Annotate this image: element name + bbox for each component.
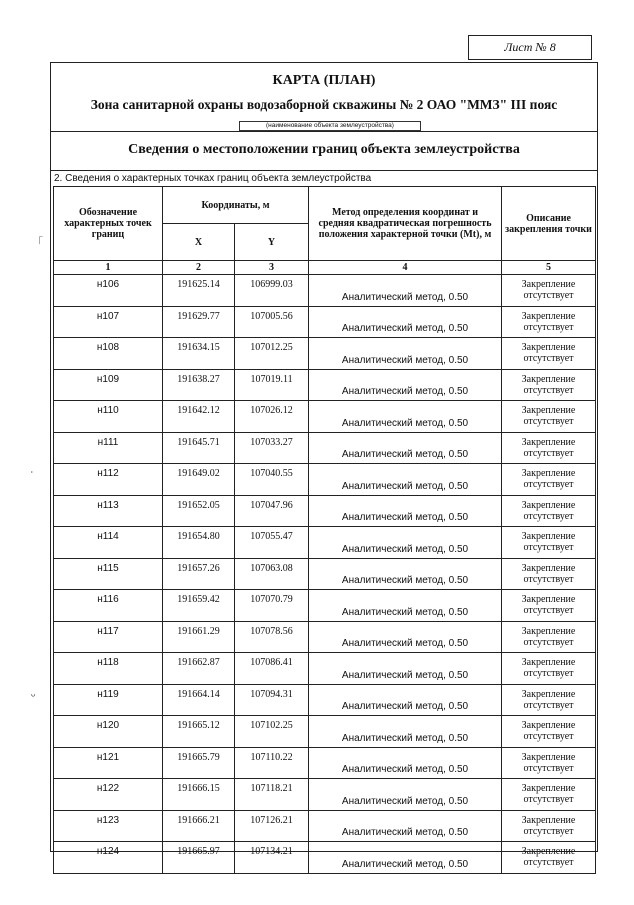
x-cell: 191649.02 — [163, 464, 235, 496]
header-x: X — [163, 224, 235, 261]
x-cell: 191665.97 — [163, 842, 235, 874]
method-cell: Аналитический метод, 0.50 — [309, 369, 502, 401]
table-row — [54, 558, 596, 590]
margin-mark-3: ᵕ — [31, 690, 36, 702]
document-frame — [50, 62, 598, 870]
point-cell: н107 — [54, 306, 163, 338]
y-cell: 107126.21 — [235, 810, 309, 842]
method-cell: Аналитический метод, 0.50 — [309, 527, 502, 559]
sheet-number: Лист № 8 — [504, 40, 556, 54]
method-cell: Аналитический метод, 0.50 — [309, 495, 502, 527]
page-title: КАРТА (ПЛАН) — [272, 73, 376, 88]
table-row — [54, 401, 596, 433]
col-number: 4 — [309, 261, 502, 275]
point-cell: н123 — [54, 810, 163, 842]
table-row — [54, 653, 596, 685]
y-cell: 107102.25 — [235, 716, 309, 748]
method-cell: Аналитический метод, 0.50 — [309, 747, 502, 779]
x-cell: 191664.14 — [163, 684, 235, 716]
header-desc: Описание закрепления точки — [502, 187, 596, 261]
method-cell: Аналитический метод, 0.50 — [309, 590, 502, 622]
divider — [51, 170, 597, 171]
point-cell: н113 — [54, 495, 163, 527]
point-cell: н106 — [54, 275, 163, 307]
table-row — [54, 338, 596, 370]
x-cell: 191625.14 — [163, 275, 235, 307]
y-cell: 107118.21 — [235, 779, 309, 811]
method-cell: Аналитический метод, 0.50 — [309, 306, 502, 338]
table-row — [54, 432, 596, 464]
x-cell: 191634.15 — [163, 338, 235, 370]
sheet-number-box — [468, 35, 592, 60]
y-cell: 107070.79 — [235, 590, 309, 622]
x-cell: 191662.87 — [163, 653, 235, 685]
desc-cell: Закрепление отсутствует — [502, 306, 596, 338]
desc-cell: Закрепление отсутствует — [502, 495, 596, 527]
desc-cell: Закрепление отсутствует — [502, 401, 596, 433]
method-cell: Аналитический метод, 0.50 — [309, 779, 502, 811]
x-cell: 191652.05 — [163, 495, 235, 527]
x-cell: 191666.21 — [163, 810, 235, 842]
y-cell: 107110.22 — [235, 747, 309, 779]
table-row — [54, 590, 596, 622]
point-cell: н118 — [54, 653, 163, 685]
table-row — [54, 842, 596, 874]
y-cell: 107094.31 — [235, 684, 309, 716]
x-cell: 191654.80 — [163, 527, 235, 559]
point-cell: н109 — [54, 369, 163, 401]
coordinates-table — [53, 186, 596, 874]
desc-cell: Закрепление отсутствует — [502, 747, 596, 779]
table-row — [54, 464, 596, 496]
y-cell: 107040.55 — [235, 464, 309, 496]
col-number: 1 — [54, 261, 163, 275]
point-cell: н122 — [54, 779, 163, 811]
desc-cell: Закрепление отсутствует — [502, 684, 596, 716]
method-cell: Аналитический метод, 0.50 — [309, 338, 502, 370]
page-subtitle: Зона санитарной охраны водозаборной скважины № 2 ОАО "ММЗ" III пояс — [90, 97, 558, 112]
y-cell: 107005.56 — [235, 306, 309, 338]
method-cell: Аналитический метод, 0.50 — [309, 842, 502, 874]
point-cell: н108 — [54, 338, 163, 370]
method-cell: Аналитический метод, 0.50 — [309, 653, 502, 685]
table-row — [54, 621, 596, 653]
desc-cell: Закрепление отсутствует — [502, 590, 596, 622]
method-cell: Аналитический метод, 0.50 — [309, 275, 502, 307]
y-cell: 107033.27 — [235, 432, 309, 464]
x-cell: 191629.77 — [163, 306, 235, 338]
x-cell: 191665.12 — [163, 716, 235, 748]
table-row — [54, 684, 596, 716]
y-cell: 107026.12 — [235, 401, 309, 433]
x-cell: 191642.12 — [163, 401, 235, 433]
y-cell: 107086.41 — [235, 653, 309, 685]
table-row — [54, 527, 596, 559]
header-y: Y — [235, 224, 309, 261]
method-cell: Аналитический метод, 0.50 — [309, 716, 502, 748]
table-row — [54, 716, 596, 748]
y-cell: 106999.03 — [235, 275, 309, 307]
table-row — [54, 779, 596, 811]
desc-cell: Закрепление отсутствует — [502, 621, 596, 653]
desc-cell: Закрепление отсутствует — [502, 527, 596, 559]
margin-mark-2: ʾ — [30, 470, 34, 482]
x-cell: 191666.15 — [163, 779, 235, 811]
y-cell: 107134.21 — [235, 842, 309, 874]
desc-cell: Закрепление отсутствует — [502, 275, 596, 307]
desc-cell: Закрепление отсутствует — [502, 432, 596, 464]
desc-cell: Закрепление отсутствует — [502, 369, 596, 401]
y-cell: 107019.11 — [235, 369, 309, 401]
method-cell: Аналитический метод, 0.50 — [309, 684, 502, 716]
x-cell: 191661.29 — [163, 621, 235, 653]
point-cell: н121 — [54, 747, 163, 779]
col-number: 5 — [502, 261, 596, 275]
margin-mark-1: 「 — [32, 237, 43, 249]
desc-cell: Закрепление отсутствует — [502, 464, 596, 496]
desc-cell: Закрепление отсутствует — [502, 779, 596, 811]
point-cell: н111 — [54, 432, 163, 464]
section-title: Сведения о местоположении границ объекта землеустройства — [128, 142, 520, 157]
table-row — [54, 275, 596, 307]
table-row — [54, 747, 596, 779]
y-cell: 107012.25 — [235, 338, 309, 370]
point-cell: н114 — [54, 527, 163, 559]
point-cell: н117 — [54, 621, 163, 653]
y-cell: 107055.47 — [235, 527, 309, 559]
table-row — [54, 306, 596, 338]
col-number: 2 — [163, 261, 235, 275]
x-cell: 191657.26 — [163, 558, 235, 590]
table-row — [54, 369, 596, 401]
point-cell: н112 — [54, 464, 163, 496]
desc-cell: Закрепление отсутствует — [502, 716, 596, 748]
x-cell: 191638.27 — [163, 369, 235, 401]
method-cell: Аналитический метод, 0.50 — [309, 432, 502, 464]
header-coords: Координаты, м — [163, 187, 309, 224]
desc-cell: Закрепление отсутствует — [502, 810, 596, 842]
x-cell: 191659.42 — [163, 590, 235, 622]
method-cell: Аналитический метод, 0.50 — [309, 810, 502, 842]
section2-label: 2. Сведения о характерных точках границ объекта землеустройства — [54, 173, 372, 184]
desc-cell: Закрепление отсутствует — [502, 653, 596, 685]
point-cell: н119 — [54, 684, 163, 716]
header-point: Обозначение характерных точек границ — [54, 187, 163, 261]
col-number: 3 — [235, 261, 309, 275]
header-method: Метод определения координат и средняя квадратическая погрешность положения характерной точки (Mt), м — [309, 187, 502, 261]
point-cell: н120 — [54, 716, 163, 748]
y-cell: 107078.56 — [235, 621, 309, 653]
y-cell: 107063.08 — [235, 558, 309, 590]
point-cell: н124 — [54, 842, 163, 874]
method-cell: Аналитический метод, 0.50 — [309, 464, 502, 496]
divider — [51, 131, 597, 132]
table-row — [54, 810, 596, 842]
y-cell: 107047.96 — [235, 495, 309, 527]
desc-cell: Закрепление отсутствует — [502, 842, 596, 874]
x-cell: 191665.79 — [163, 747, 235, 779]
object-name-note: (наименование объекта землеустройства) — [239, 121, 421, 131]
table-row — [54, 495, 596, 527]
method-cell: Аналитический метод, 0.50 — [309, 621, 502, 653]
desc-cell: Закрепление отсутствует — [502, 558, 596, 590]
x-cell: 191645.71 — [163, 432, 235, 464]
method-cell: Аналитический метод, 0.50 — [309, 401, 502, 433]
point-cell: н110 — [54, 401, 163, 433]
method-cell: Аналитический метод, 0.50 — [309, 558, 502, 590]
point-cell: н115 — [54, 558, 163, 590]
point-cell: н116 — [54, 590, 163, 622]
desc-cell: Закрепление отсутствует — [502, 338, 596, 370]
